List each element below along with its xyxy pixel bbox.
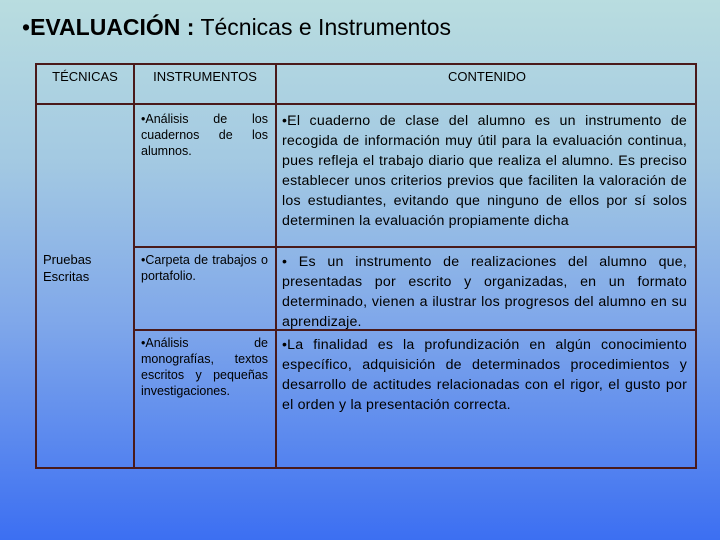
tecnica-cell: Pruebas Escritas — [43, 252, 92, 284]
instrumento-cell: •Carpeta de trabajos o portafolio. — [141, 253, 268, 283]
title-bold: EVALUACIÓN : — [30, 14, 195, 40]
page-title — [22, 14, 451, 41]
instrumento-cell: •Análisis de los cuadernos de los alumnos. — [141, 112, 268, 158]
contenido-cell: •El cuaderno de clase del alumno es un instrumento de recogida de información muy útil para la evaluación continua, pues refleja el trabajo diario que realiza el alumno. Es preciso establecer unos criterios previos que faciliten la valoración de los estudiantes, evitando que ninguno de ellos por sí solos determinen la evaluación propiamente dicha — [282, 113, 687, 229]
row-divider — [135, 246, 695, 248]
instrumento-cell: •Análisis de monografías, textos escritos y pequeñas investigaciones. — [141, 336, 268, 398]
header-tecnicas: TÉCNICAS — [52, 69, 118, 84]
title-bullet: • — [22, 14, 31, 40]
header-contenido: CONTENIDO — [448, 69, 526, 84]
evaluation-table — [35, 63, 697, 469]
title-rest: Técnicas e Instrumentos — [194, 14, 451, 40]
column-divider — [133, 65, 135, 467]
column-divider — [275, 65, 277, 467]
header-instrumentos: INSTRUMENTOS — [153, 69, 257, 84]
contenido-cell: • Es un instrumento de realizaciones del alumno que, presentadas por escrito y organizadas, en un formato determinado, vienen a ilustrar los progresos del alumno en su aprendizaje. — [282, 254, 687, 330]
contenido-cell: •La finalidad es la profundización en algún conocimiento específico, adquisición de determinados procedimientos y desarrollo de actitudes relacionadas con el rigor, el gusto por el orden y la presentación correcta. — [282, 337, 687, 413]
header-divider — [37, 103, 695, 105]
